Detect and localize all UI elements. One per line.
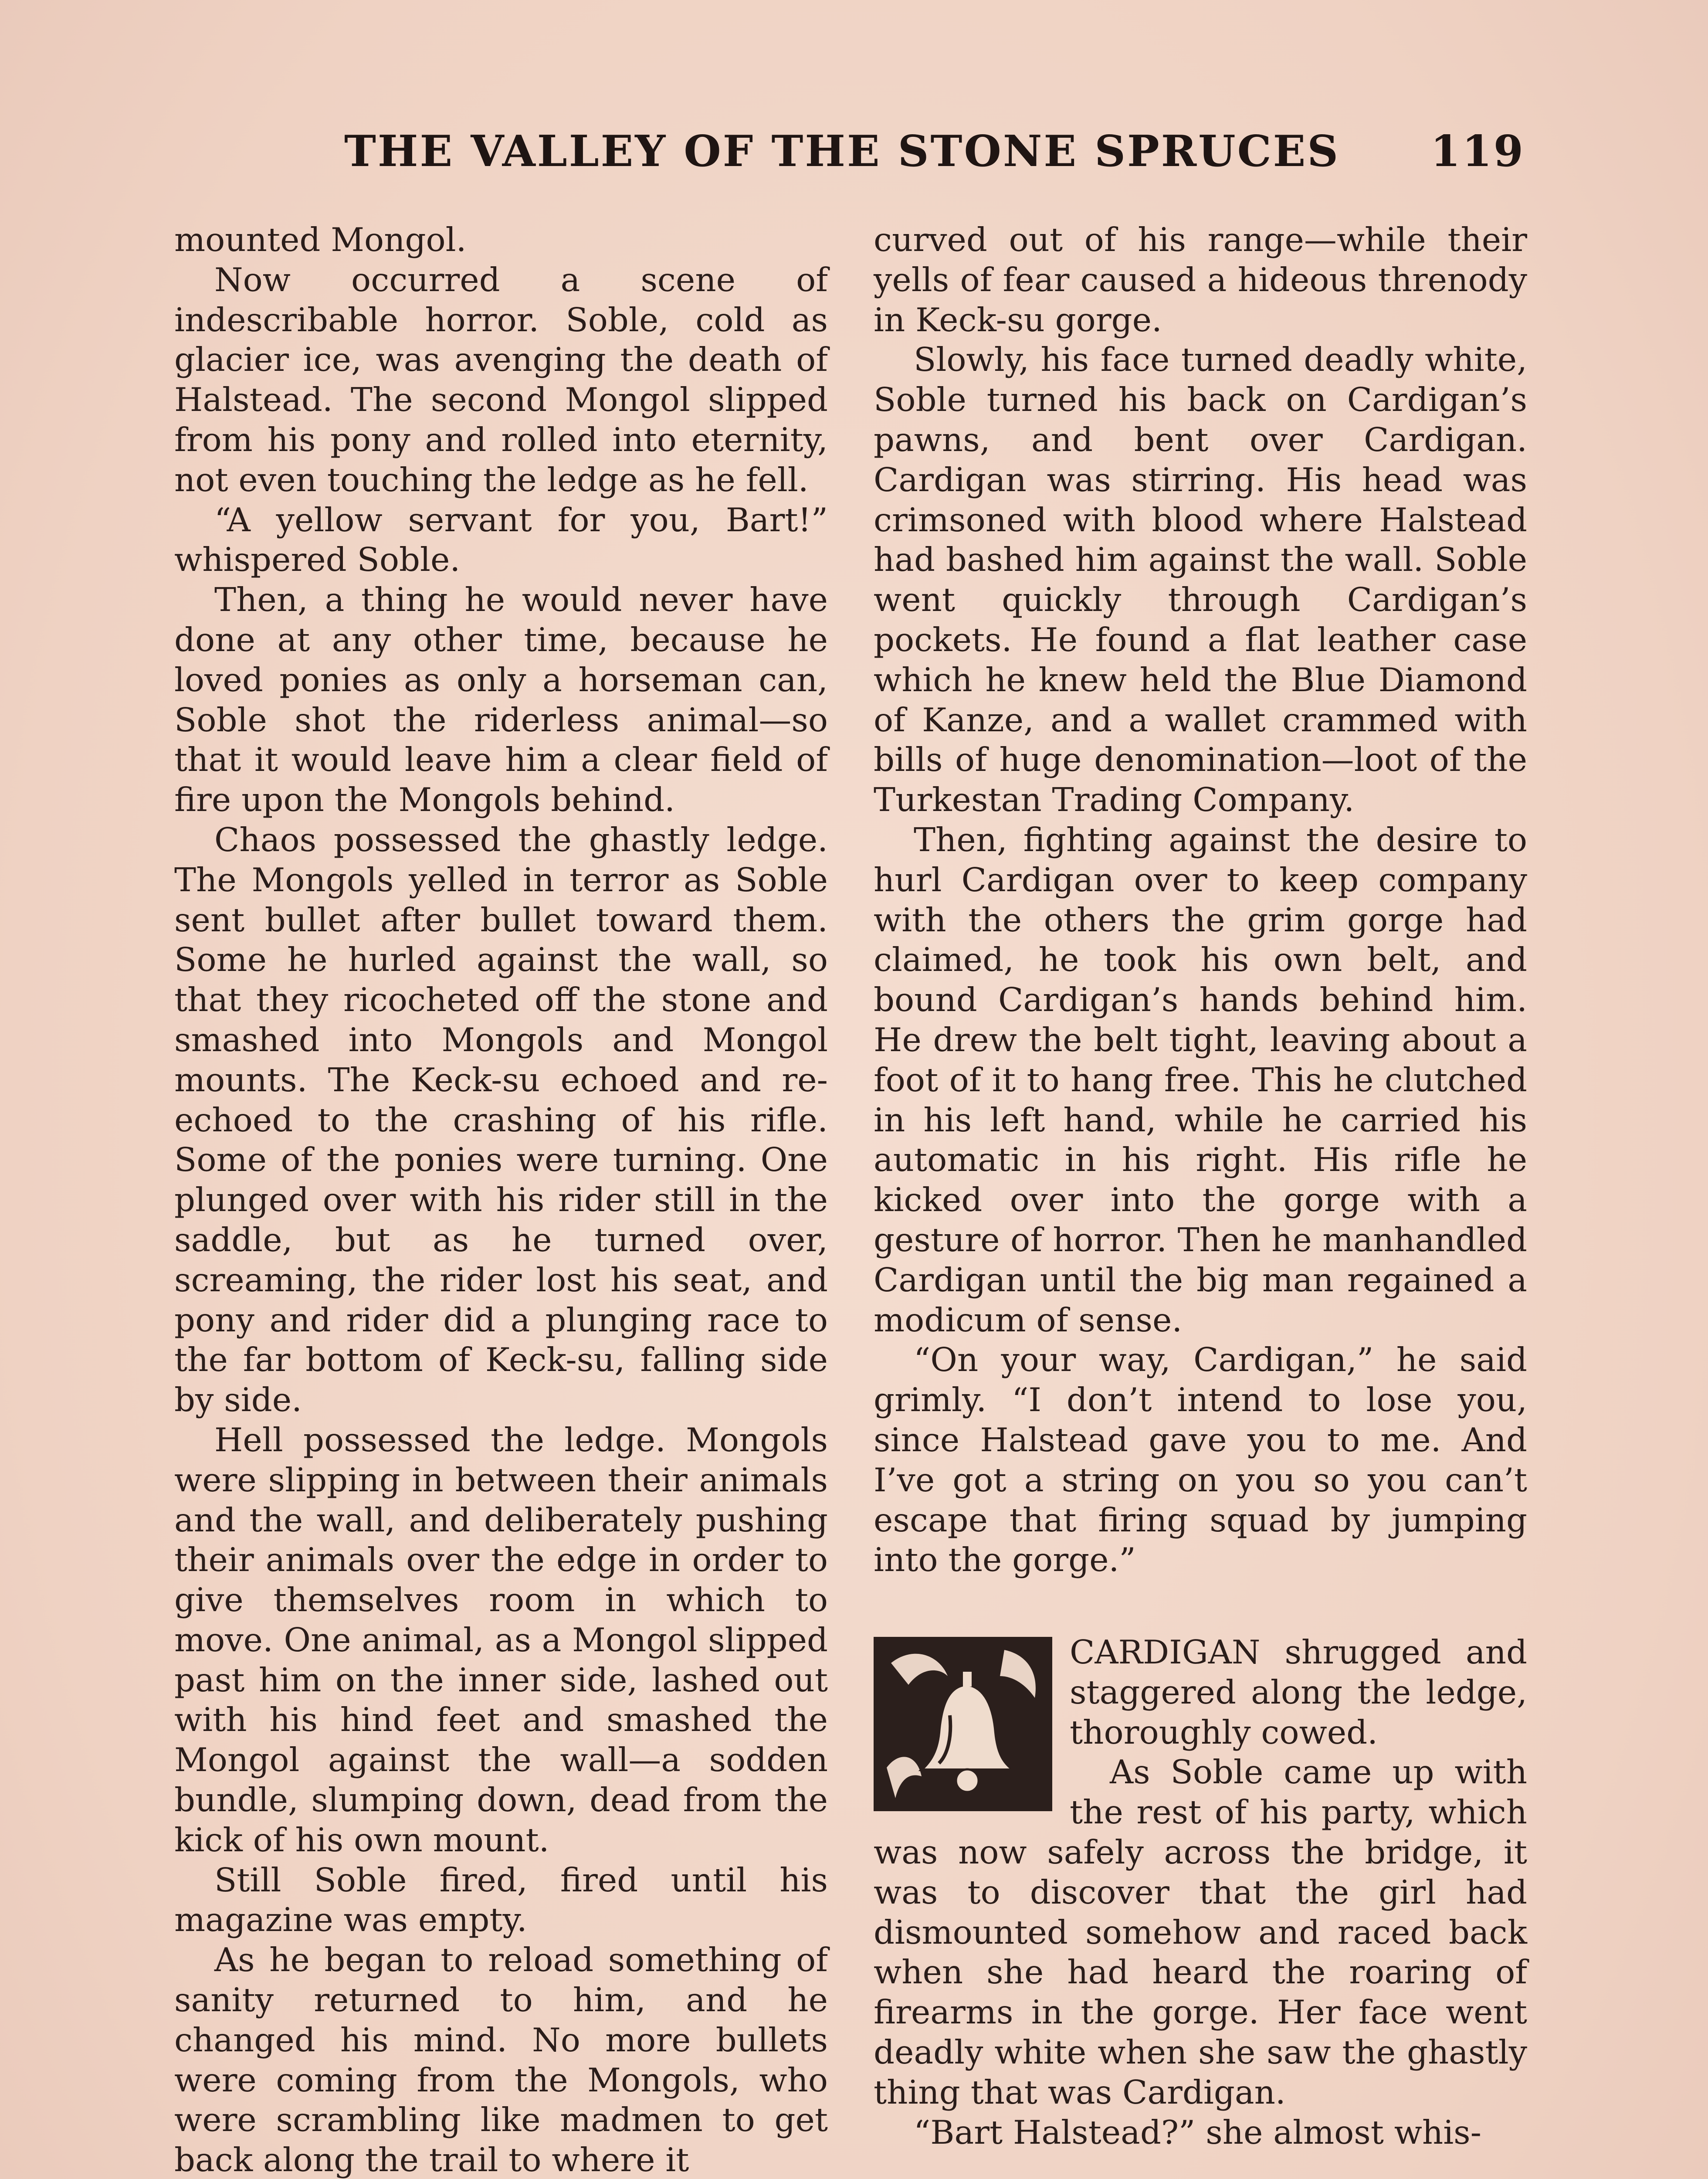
paragraph: Still Soble fired, fired until his magazine was empty. bbox=[174, 1860, 828, 1939]
chapter-title: THE VALLEY OF THE STONE SPRUCES bbox=[344, 126, 1340, 176]
paragraph: Then, fighting against the desire to hurl Cardigan over to keep company with the others the grim gorge had claimed, he took his own belt, and bound Cardigan’s hands behind him. He drew the belt tight, leaving about a foot of it to hang free. This he clutched in his left hand, while he carried his automatic in his right. His rifle he kicked over into the gorge with a gesture of horror. Then he manhandled Cardigan until the big man regained a modicum of sense. bbox=[874, 820, 1527, 1339]
paragraph: Now occurred a scene of indescribable horror. Soble, cold as glacier ice, was avenging the death of Halstead. The second Mongol slipped from his pony and rolled into eternity, not even touching the ledge as he fell. bbox=[174, 260, 828, 499]
paragraph: “On your way, Cardigan,” he said grimly. “I don’t intend to lose you, since Halstead gave you to me. And I’ve got a string on you so you can’t escape that firing squad by jumping into the gorge.” bbox=[874, 1341, 1527, 1579]
right-text-column bbox=[874, 220, 1527, 2152]
paragraph: Hell possessed the ledge. Mongols were slipping in between their animals and the wall, and deliberately pushing their animals over the edge in order to give themselves room in which to move. One animal, as a Mongol slipped past him on the inner side, lashed out with his hind feet and smashed the Mongol against the wall—a sodden bundle, slumping down, dead from the kick of his own mount. bbox=[174, 1420, 828, 1859]
bell-ornament-icon bbox=[874, 1637, 1052, 1811]
left-text-column bbox=[174, 220, 828, 2179]
paragraph: As Soble came up with the rest of his party, which was now safely across the bridge, it was to discover that the girl had dismounted somehow and raced back when she had heard the roaring of firearms in the gorge. Her face went deadly white when she saw the ghastly thing that was Cardigan. bbox=[874, 1753, 1527, 2111]
section-break bbox=[874, 1580, 1527, 1633]
paragraph: Then, a thing he would never have done at any other time, because he loved ponies as only a horseman can, Soble shot the riderless animal—so that it would leave him a clear field of fire upon the Mongols behind. bbox=[174, 580, 828, 819]
paragraph: mounted Mongol. bbox=[174, 221, 467, 259]
page-number: 119 bbox=[1430, 126, 1525, 176]
paragraph: Chaos possessed the ghastly ledge. The Mongols yelled in terror as Soble sent bullet after bullet toward them. Some he hurled against the wall, so that they ricocheted off the stone and smashed into Mongols and Mongol mounts. The Keck-su echoed and re-echoed to the crashing of his rifle. Some of the ponies were turning. One plunged over with his rider still in the saddle, but as he turned over, screaming, the rider lost his seat, and pony and rider did a plunging race to the far bottom of Keck-su, falling side by side. bbox=[174, 820, 828, 1419]
section-opening bbox=[874, 1633, 1527, 2152]
paragraph: Slowly, his face turned deadly white, Soble turned his back on Cardigan’s pawns, and bent over Cardigan. Cardigan was stirring. His head was crimsoned with blood where Halstead had bashed him against the wall. Soble went quickly through Cardigan’s pockets. He found a flat leather case which he knew held the Blue Diamond of Kanze, and a wallet crammed with bills of huge denomination—loot of the Turkestan Trading Company. bbox=[874, 340, 1527, 819]
section-first-word: CARDIGAN bbox=[1070, 1633, 1261, 1672]
section-first-paragraph-rest: shrugged and staggered along the ledge, thoroughly cowed. bbox=[1070, 1633, 1527, 1751]
paragraph: “A yellow servant for you, Bart!” whispered Soble. bbox=[174, 500, 828, 579]
paragraph: “Bart Halstead?” she almost whis- bbox=[914, 2113, 1482, 2152]
running-header bbox=[344, 126, 1538, 183]
paragraph: As he began to reload something of sanity returned to him, and he changed his mind. No more bullets were coming from the Mongols, who were scrambling like madmen to get back along the trail to where it bbox=[174, 1941, 828, 2179]
paragraph: curved out of his range—while their yells of fear caused a hideous threnody in Keck-su gorge. bbox=[874, 221, 1527, 339]
